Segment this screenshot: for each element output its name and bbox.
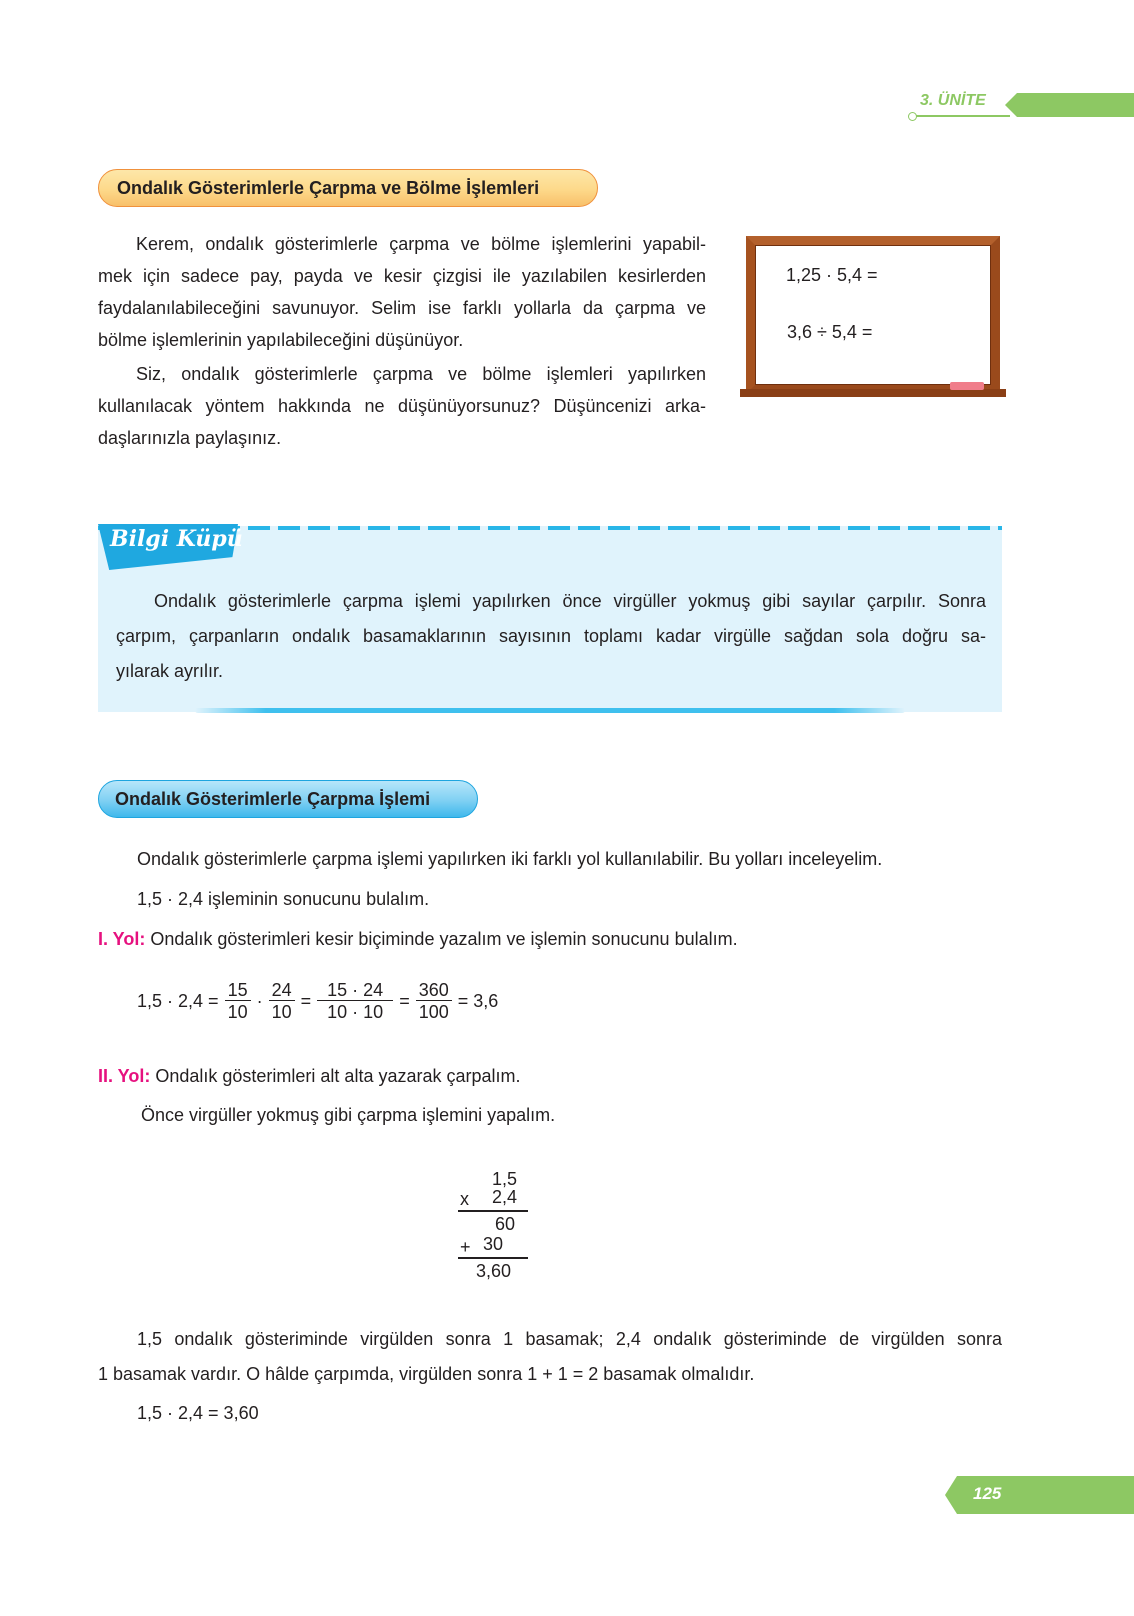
equals-sign: = [300,991,312,1011]
section-heading-text: Ondalık Gösterimlerle Çarpma ve Bölme İşlemleri [117,177,540,198]
fraction-equation [137,980,498,1023]
section-heading-multiply [98,780,478,818]
text-line: kullanılacak yöntem hakkında ne düşünüyorsunuz? Düşüncenizi arka- [98,396,706,416]
text-line: Kerem, ondalık gösterimlerle çarpma ve bölme işlemlerini yapabil- [136,234,706,254]
method1-line [98,923,738,955]
partial-product-1: 60 [495,1214,516,1234]
fraction-product: $\frac{15 \cdot 24}{10 \cdot 10}$ [317,980,393,1023]
fraction-15-10: $\frac{15}{10}$ [225,980,251,1023]
multiplication-result: 3,60 [476,1261,512,1281]
info-box-title: Bilgi Küpü [110,526,243,552]
method1-label: I. Yol: [98,929,146,949]
method2-step: Önce virgüller yokmuş gibi çarpma işlemini yapalım. [141,1105,556,1125]
equation-lhs: 1,5 · 2,4 = [137,991,219,1011]
add-sign: + [460,1237,471,1257]
method2-text: Ondalık gösterimleri alt alta yazarak çarpalım. [155,1066,521,1086]
text-line: yılarak ayrılır. [116,661,224,681]
section2-task: 1,5 · 2,4 işleminin sonucunu bulalım. [137,889,430,909]
page-number: 125 [973,1484,1002,1503]
text-line: mek için sadece pay, payda ve kesir çizgisi ile yazılabilen kesirlerden [98,266,706,286]
method1-text: Ondalık gösterimleri kesir biçiminde yazalım ve işlemin sonucunu bulalım. [150,929,738,949]
text-line: 1,5 ondalık gösteriminde virgülden sonra 1 basamak; 2,4 ondalık gösteriminde de virgülden sonra [137,1329,1002,1349]
unit-label: 3. ÜNİTE [920,92,986,109]
multiply-rule [458,1210,528,1212]
intro-paragraph-1 [98,228,706,356]
blackboard-illustration [746,236,1000,394]
unit-underline [915,115,1010,117]
text-line: faydalanılabileceğini savunuyor. Selim ise farklı yollarla da çarpma ve [98,298,706,318]
intro-paragraph-2 [98,358,706,454]
blackboard-shelf [740,389,1006,397]
factor-2: 2,4 [492,1187,518,1207]
text-line: Ondalık gösterimlerle çarpma işlemi yapılırken önce virgüller yokmuş gibi sayılar çarpılır. Sonra [154,591,986,611]
equation-result: = 3,6 [457,991,499,1011]
text-line: Siz, ondalık gösterimlerle çarpma ve bölme işlemleri yapılırken [136,364,706,384]
equals-sign: = [399,991,410,1011]
unit-dot-icon [908,112,917,121]
blackboard-equation-2: 3,6 ÷ 5,4 = [787,322,873,342]
section2-intro: Ondalık gösterimlerle çarpma işlemi yapılırken iki farklı yol kullanılabilir. Bu yolları inceleyelim. [137,849,883,869]
text-line: bölme işlemlerinin yapılabileceğini düşünüyor. [98,330,464,350]
method2-line [98,1060,521,1092]
sum-rule [458,1257,528,1259]
blackboard-equation-1: 1,25 · 5,4 = [786,265,878,285]
fraction-360-100: $\frac{360}{100}$ [416,980,452,1023]
multiply-sign: x [460,1189,469,1209]
text-line: çarpım, çarpanların ondalık basamaklarının sayısının toplamı kadar virgülle sağdan sola doğru sa- [116,626,986,646]
explanation-paragraph [98,1323,1002,1390]
unit-tab-decoration [1005,93,1134,117]
method2-label: II. Yol: [98,1066,151,1086]
long-multiplication [455,1168,535,1288]
final-result: 1,5 · 2,4 = 3,60 [137,1403,259,1423]
factor-1: 1,5 [492,1169,518,1189]
eraser-icon [950,382,984,390]
section-heading-text: Ondalık Gösterimlerle Çarpma İşlemi [115,788,431,809]
text-line: 1 basamak vardır. O hâlde çarpımda, virgülden sonra 1 + 1 = 2 basamak olmalıdır. [98,1364,755,1384]
partial-product-2: 30 [483,1234,504,1254]
info-box-text [116,585,986,687]
info-box-bottom-rule [195,708,905,713]
fraction-24-10: $\frac{24}{10}$ [269,980,295,1023]
dot-operator: · [256,991,263,1011]
text-line: daşlarınızla paylaşınız. [98,428,282,448]
section-heading-multiply-divide [98,169,598,207]
